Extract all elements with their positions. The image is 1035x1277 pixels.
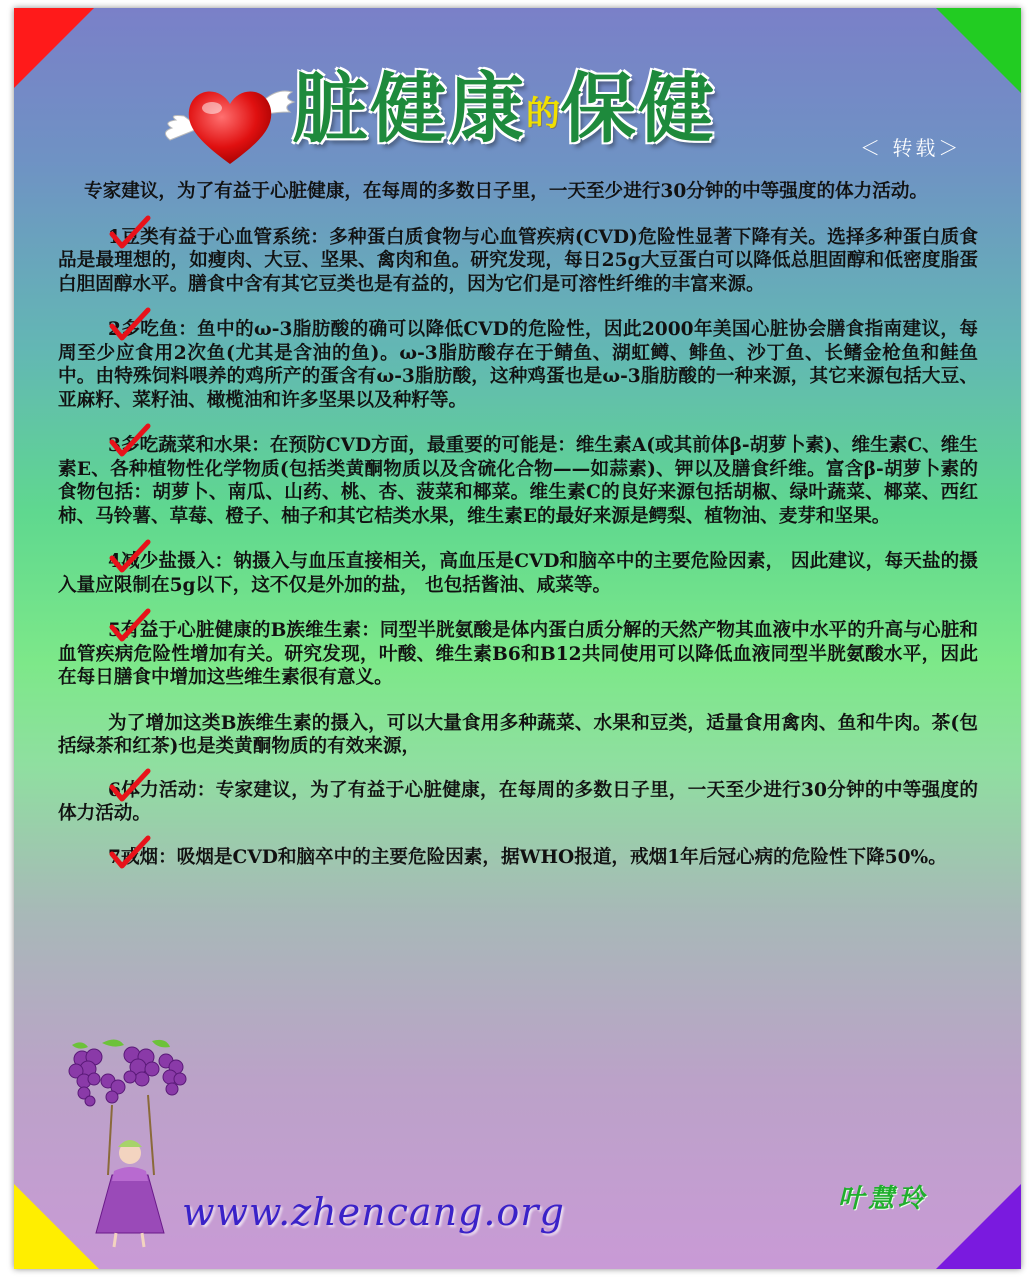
winged-heart-icon <box>160 70 300 170</box>
corner-purple <box>936 1184 1021 1269</box>
page-title <box>292 64 716 159</box>
article-body <box>58 180 978 869</box>
check-mark-icon <box>108 214 152 250</box>
check-mark-icon <box>108 834 152 870</box>
item-text: 减少盐摄入：钠摄入与血压直接相关，高血压是CVD和脑卒中的主要危险因素， 因此建议，每天盐的摄入量应限制在5g以下，这不仅是外加的盐， 也包括酱油、咸菜等。 <box>58 551 978 596</box>
list-item <box>58 846 978 870</box>
item-text: 戒烟：吸烟是CVD和脑卒中的主要危险因素，据WHO报道，戒烟1年后冠心病的危险性下降50%。 <box>120 846 947 868</box>
item-number: 3 <box>108 435 121 456</box>
title-part-2: 保健 <box>560 64 716 153</box>
item-number: 4 <box>108 551 121 572</box>
item-number: 7 <box>108 846 121 868</box>
check-mark-icon <box>108 767 152 803</box>
list-item <box>58 318 978 412</box>
item-number: 5 <box>108 620 121 641</box>
list-item <box>58 619 978 690</box>
corner-red <box>14 8 94 88</box>
item-number: 2 <box>108 319 121 340</box>
list-item <box>58 550 978 597</box>
check-mark-icon <box>108 607 152 643</box>
check-mark-icon <box>108 306 152 342</box>
list-item <box>58 712 978 759</box>
item-number: 1 <box>108 226 121 248</box>
check-mark-icon <box>108 422 152 458</box>
title-connector: 的 <box>526 94 560 134</box>
item-text: 为了增加这类B族维生素的摄入，可以大量食用多种蔬菜、水果和豆类，适量食用禽肉、鱼和牛肉。茶(包括绿茶和红茶)也是类黄酮物质的有效来源， <box>58 712 978 757</box>
item-text: 体力活动：专家建议，为了有益于心脏健康，在每周的多数日子里，一天至少进行30分钟的中等强度的体力活动。 <box>58 779 978 824</box>
item-text: 多吃蔬菜和水果：在预防CVD方面，最重要的可能是：维生素A(或其前体β-胡萝卜素)、维生素C、维生素E、各种植物性化学物质(包括类黄酮物质以及含硫化合物——如蒜素)、钾以及膳食纤维。富含β-胡萝卜素的食物包括：胡萝卜、南瓜、山药、桃、杏、菠菜和椰菜。维生素C的良好来源包括胡椒、绿叶蔬菜、椰菜、西红柿、马铃薯、草莓、橙子、柚子和其它桔类水果，维生素E的最好来源是鳄梨、植物油、麦芽和坚果。 <box>58 435 978 527</box>
item-text: 多吃鱼：鱼中的ω-3脂肪酸的确可以降低CVD的危险性，因此2000年美国心脏协会膳食指南建议，每周至少应食用2次鱼(尤其是含油的鱼)。ω-3脂肪酸存在于鲭鱼、湖虹鳟、鲱鱼、沙丁鱼、长鳍金枪鱼和鲑鱼中。由特殊饲料喂养的鸡所产的蛋含有ω-3脂肪酸，这种鸡蛋也是ω-3脂肪酸的一种来源，其它来源包括大豆、亚麻籽、菜籽油、橄榄油和许多坚果以及种籽等。 <box>58 319 978 411</box>
grape-fairy-illustration <box>62 1035 192 1250</box>
item-text: 豆类有益于心血管系统：多种蛋白质食物与心血管疾病(CVD)危险性显著下降有关。选择多种蛋白质食品是最理想的，如瘦肉、大豆、坚果、禽肉和鱼。研究发现，每日25g大豆蛋白可以降低总胆固醇和低密度脂蛋白胆固醇水平。膳食中含有其它豆类也是有益的，因为它们是可溶性纤维的丰富来源。 <box>58 226 978 295</box>
repost-label: ＜ 转载＞ <box>860 136 962 160</box>
list-item <box>58 226 978 297</box>
item-text: 有益于心脏健康的B族维生素：同型半胱氨酸是体内蛋白质分解的天然产物其血液中水平的升高与心脏和血管疾病危险性增加有关。研究发现，叶酸、维生素B6和B12共同使用可以降低血液同型半胱氨酸水平，因此在每日膳食中增加这些维生素很有意义。 <box>58 620 978 688</box>
title-part-1: 脏健康 <box>292 64 526 153</box>
author-signature: 叶慧玲 <box>838 1184 929 1214</box>
intro-paragraph: 专家建议，为了有益于心脏健康，在每周的多数日子里，一天至少进行30分钟的中等强度的体力活动。 <box>84 181 929 202</box>
item-number: 6 <box>108 779 121 801</box>
list-item <box>58 779 978 826</box>
list-item <box>58 434 978 528</box>
check-mark-icon <box>108 538 152 574</box>
corner-green <box>936 8 1021 93</box>
site-url: www.zhencang.org <box>182 1190 565 1234</box>
